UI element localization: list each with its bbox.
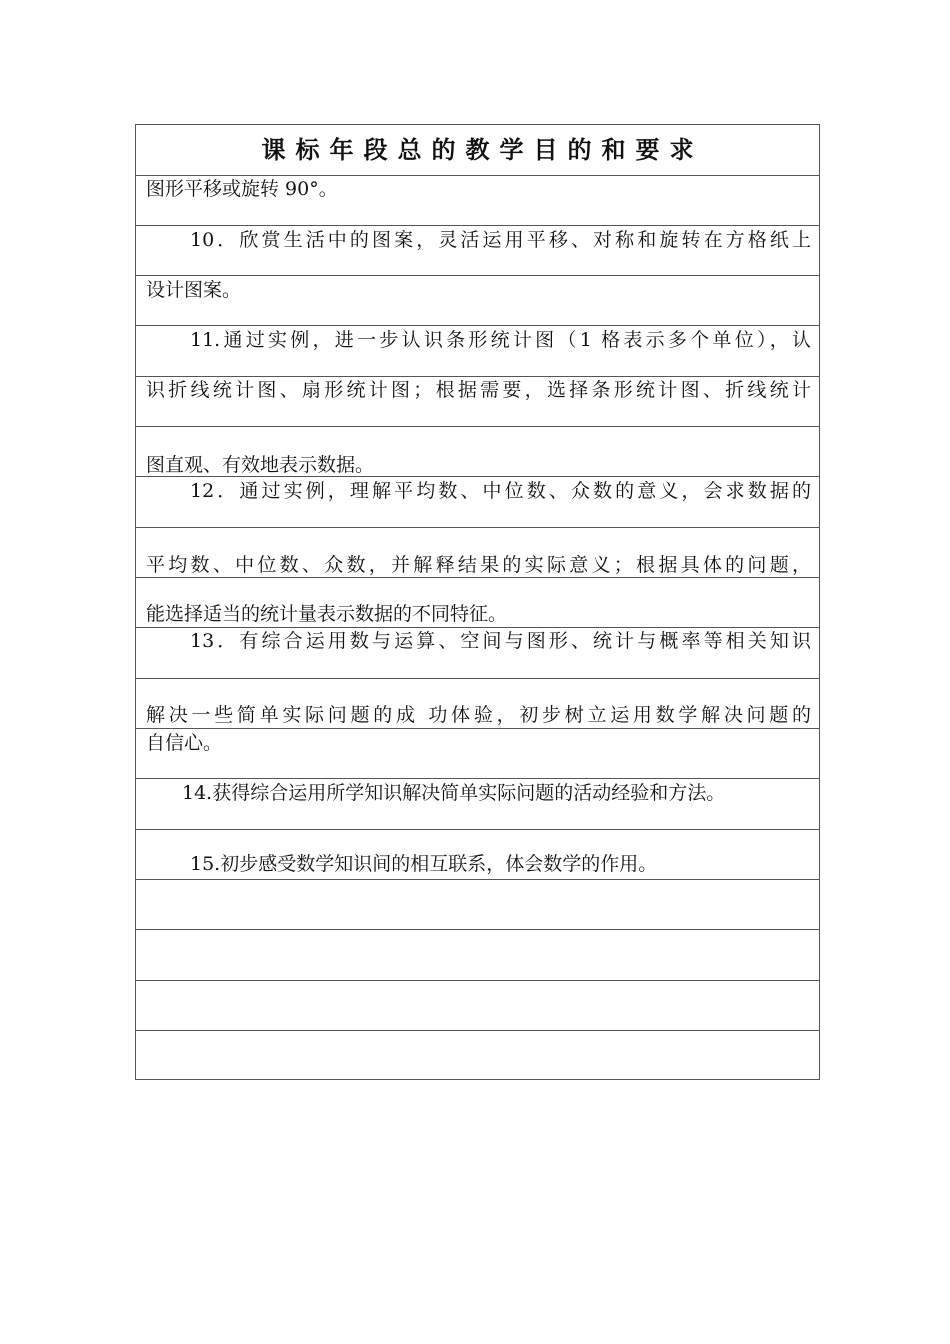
- row-divider: [136, 325, 819, 326]
- text-line: 11.通过实例，进一步认识条形统计图（1 格表示多个单位），认: [190, 329, 811, 351]
- text-line: 13．有综合运用数与运算、空间与图形、统计与概率等相关知识: [190, 630, 811, 652]
- row-divider: [136, 829, 819, 830]
- row-divider: [136, 879, 819, 880]
- text-line: 解决一些简单实际问题的成 功体验，初步树立运用数学解决问题的: [146, 704, 811, 726]
- row-divider: [136, 275, 819, 276]
- row-divider: [136, 728, 819, 729]
- text-line: 14.获得综合运用所学知识解决简单实际问题的活动经验和方法。: [182, 782, 726, 804]
- table-title: 课标年段总的教学目的和要求: [261, 136, 704, 164]
- text-line: 图直观、有效地表示数据。: [146, 454, 375, 476]
- text-line: 识折线统计图、扇形统计图；根据需要，选择条形统计图、折线统计: [146, 379, 811, 401]
- row-divider: [136, 175, 819, 176]
- row-divider: [136, 426, 819, 427]
- row-divider: [136, 929, 819, 930]
- text-line: 设计图案。: [146, 279, 242, 301]
- text-line: 平均数、中位数、众数，并解释结果的实际意义；根据具体的问题，: [146, 554, 811, 576]
- row-divider: [136, 527, 819, 528]
- row-divider: [136, 627, 819, 628]
- row-divider: [136, 980, 819, 981]
- objectives-table: [135, 124, 820, 1080]
- row-divider: [136, 577, 819, 578]
- row-divider: [136, 678, 819, 679]
- row-divider: [136, 1030, 819, 1031]
- text-line: 15.初步感受数学知识间的相互联系，体会数学的作用。: [190, 853, 658, 875]
- text-line: 图形平移或旋转 90°。: [146, 178, 338, 200]
- text-line: 10．欣赏生活中的图案，灵活运用平移、对称和旋转在方格纸上: [190, 229, 811, 251]
- text-line: 自信心。: [146, 732, 223, 754]
- text-line: 12．通过实例，理解平均数、中位数、众数的意义，会求数据的: [190, 480, 811, 502]
- row-divider: [136, 225, 819, 226]
- text-line: 能选择适当的统计量表示数据的不同特征。: [146, 603, 508, 625]
- row-divider: [136, 778, 819, 779]
- row-divider: [136, 376, 819, 377]
